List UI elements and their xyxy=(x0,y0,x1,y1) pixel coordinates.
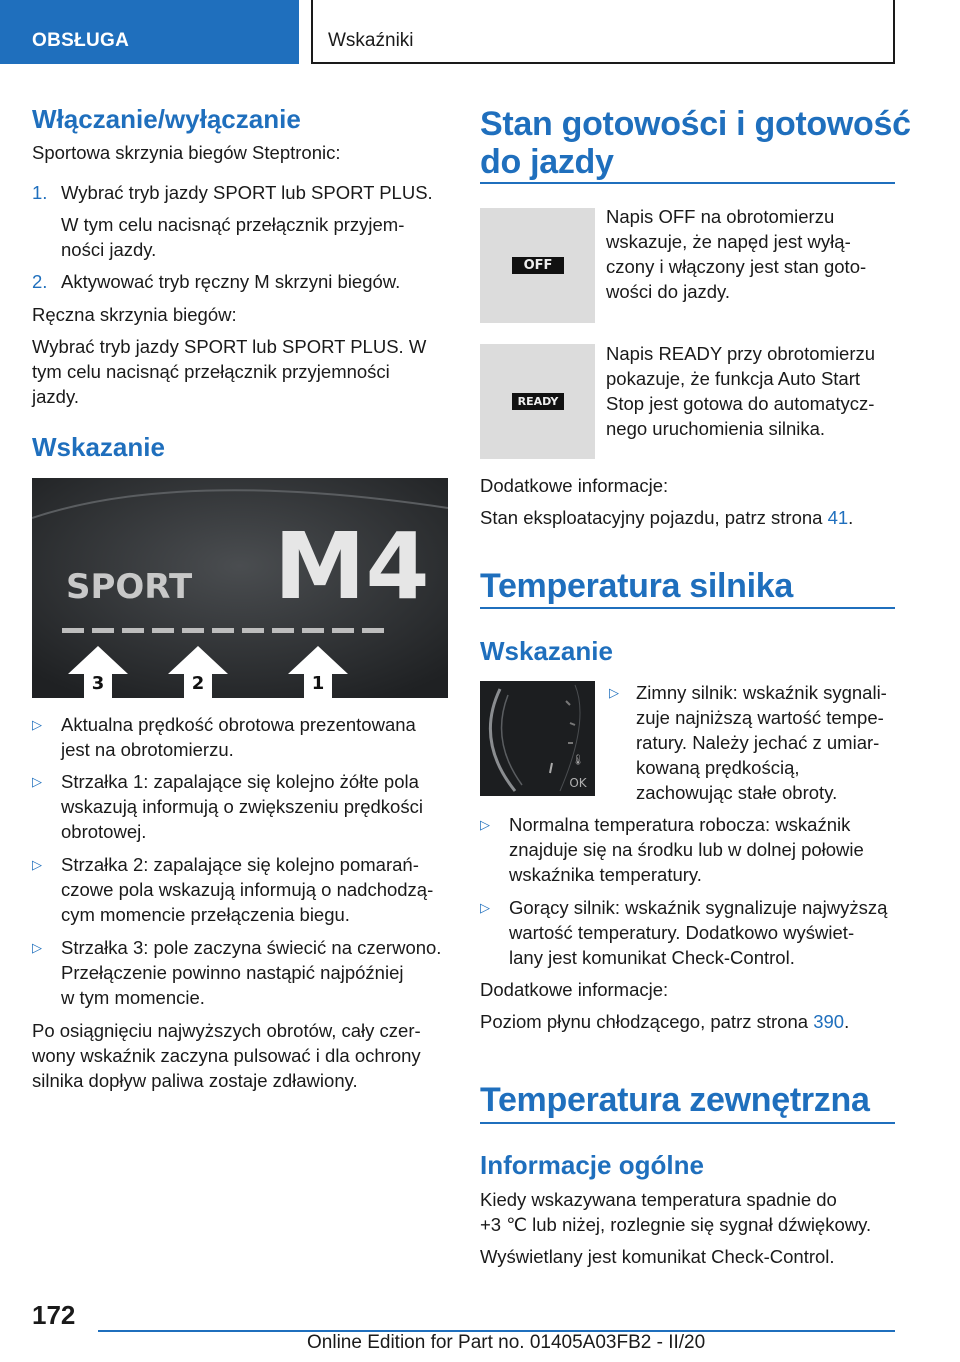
bullet-text: jest na obrotomierzu. xyxy=(61,739,234,760)
normal-temp-text: znajduje się na środku lub w dolnej połowie xyxy=(509,839,864,860)
section-label: OBSŁUGA xyxy=(32,30,130,51)
shift-indicator-image xyxy=(32,478,448,698)
bullet-text: w tym momencie. xyxy=(61,987,205,1008)
bullet-triangle-icon: ▷ xyxy=(32,774,42,789)
instrument-cluster-illustration xyxy=(32,478,448,698)
cold-engine-text: kowaną prędkością, xyxy=(636,757,800,778)
manual-text: jazdy. xyxy=(32,386,79,407)
chapter-tab xyxy=(311,0,895,64)
svg-text:3: 3 xyxy=(91,673,105,694)
heading-rule xyxy=(480,1122,895,1124)
step-number: 2. xyxy=(32,271,48,292)
engine-temp-heading: Temperatura silnika xyxy=(480,567,794,605)
svg-text:1: 1 xyxy=(311,673,325,694)
closing-text: silnika dopływ paliwa zostaje zdławiony. xyxy=(32,1070,358,1091)
coolant-gauge-illustration xyxy=(480,681,595,796)
cross-reference: Stan eksploatacyjny pojazdu, patrz strona 41. xyxy=(480,507,854,528)
ready-text: Napis READY przy obrotomierzu xyxy=(606,343,876,364)
off-thumbnail xyxy=(480,208,595,323)
ready-text: pokazuje, że funkcja Auto Start xyxy=(606,368,861,389)
general-info-subheading: Informacje ogólne xyxy=(480,1150,704,1180)
bullet-text: Strzałka 2: zapalające się kolejno pomarań- xyxy=(61,854,419,875)
bullet-text: Przełączenie powinno nastąpić najpóźniej xyxy=(61,962,404,983)
ready-heading-line1: Stan gotowości i gotowość xyxy=(480,105,911,143)
display-heading: Wskazanie xyxy=(32,432,165,462)
svg-text:2: 2 xyxy=(191,673,205,694)
steptronic-intro: Sportowa skrzynia biegów Steptronic: xyxy=(32,142,341,163)
manual-label: Ręczna skrzynia biegów: xyxy=(32,304,237,325)
ready-text: Stop jest gotowa do automatycz- xyxy=(606,393,875,414)
step-text: Wybrać tryb jazdy SPORT lub SPORT PLUS. xyxy=(61,182,433,203)
section-tab xyxy=(0,0,299,64)
manual-text: tym celu nacisnąć przełącznik przyjemności xyxy=(32,361,390,382)
ready-thumbnail xyxy=(480,344,595,459)
bullet-text: wskazują informują o zwiększeniu prędkości xyxy=(61,796,423,817)
ready-text: nego uruchomienia silnika. xyxy=(606,418,826,439)
page-link[interactable]: 41 xyxy=(827,507,849,528)
more-info-label: Dodatkowe informacje: xyxy=(480,475,669,496)
chapter-label: Wskaźniki xyxy=(328,30,414,51)
heading-rule xyxy=(480,607,895,609)
page-number: 172 xyxy=(32,1300,76,1330)
hot-engine-text: lany jest komunikat Check-Control. xyxy=(509,947,795,968)
bullet-triangle-icon: ▷ xyxy=(32,940,42,955)
bullet-text: Strzałka 1: zapalające się kolejno żółte pola xyxy=(61,771,419,792)
step-text: Aktywować tryb ręczny M skrzyni biegów. xyxy=(61,271,401,292)
heading-rule xyxy=(480,182,895,184)
ok-label: OK xyxy=(569,776,587,790)
off-text: Napis OFF na obrotomierzu xyxy=(606,206,835,227)
shift-bar xyxy=(62,628,384,633)
bullet-triangle-icon: ▷ xyxy=(32,857,42,872)
cold-engine-text: Zimny silnik: wskaźnik sygnali- xyxy=(636,682,887,703)
gear-indicator-text: M4 xyxy=(274,513,430,620)
page-link[interactable]: 390 xyxy=(813,1011,845,1032)
off-text: wskazuje, że napęd jest wyłą- xyxy=(606,231,851,252)
closing-text: wony wskaźnik zaczyna pulsować i dla ochrony xyxy=(32,1045,421,1066)
sport-mode-text: SPORT xyxy=(66,567,193,607)
general-info-text: Wyświetlany jest komunikat Check-Control. xyxy=(480,1246,835,1267)
thermometer-icon: 🌡 xyxy=(571,755,585,766)
cold-engine-text: zachowując stałe obroty. xyxy=(636,782,838,803)
off-tag: OFF xyxy=(512,257,564,274)
bullet-text: cym momencie przełączenia biegu. xyxy=(61,904,350,925)
hot-engine-text: Gorący silnik: wskaźnik sygnalizuje najwyższą xyxy=(509,897,888,918)
cross-reference: Poziom płynu chłodzącego, patrz strona 390. xyxy=(480,1011,850,1032)
step-number: 1. xyxy=(32,182,48,203)
closing-text: Po osiągnięciu najwyższych obrotów, cały czer- xyxy=(32,1020,421,1041)
engine-temp-subheading: Wskazanie xyxy=(480,636,613,666)
general-info-text: +3 ℃ lub niżej, rozlegnie się sygnał dźwiękowy. xyxy=(480,1214,872,1235)
bullet-text: czowe pola wskazują informują o nadchodzą- xyxy=(61,879,434,900)
bullet-triangle-icon: ▷ xyxy=(480,817,490,832)
normal-temp-text: wskaźnika temperatury. xyxy=(509,864,702,885)
bullet-triangle-icon: ▷ xyxy=(609,685,619,700)
bullet-triangle-icon: ▷ xyxy=(480,900,490,915)
hot-engine-text: wartość temperatury. Dodatkowo wyświet- xyxy=(509,922,855,943)
off-text: wości do jazdy. xyxy=(606,281,731,302)
step-detail: ności jazdy. xyxy=(61,239,157,260)
more-info-label: Dodatkowe informacje: xyxy=(480,979,669,1000)
off-text: czony i włączony jest stan goto- xyxy=(606,256,867,277)
bullet-text: Strzałka 3: pole zaczyna świecić na czerwono. xyxy=(61,937,442,958)
bullet-text: obrotowej. xyxy=(61,821,147,842)
switch-heading: Włączanie/wyłączanie xyxy=(32,104,301,134)
general-info-text: Kiedy wskazywana temperatura spadnie do xyxy=(480,1189,837,1210)
step-detail: W tym celu nacisnąć przełącznik przyjem- xyxy=(61,214,405,235)
ready-tag: READY xyxy=(512,393,564,410)
cold-engine-text: ratury. Należy jechać z umiar- xyxy=(636,732,880,753)
manual-text: Wybrać tryb jazdy SPORT lub SPORT PLUS. W xyxy=(32,336,427,357)
outside-temp-heading: Temperatura zewnętrzna xyxy=(480,1081,870,1119)
normal-temp-text: Normalna temperatura robocza: wskaźnik xyxy=(509,814,851,835)
bullet-triangle-icon: ▷ xyxy=(32,717,42,732)
edition-note: Online Edition for Part no. 01405A03FB2 - II/20 xyxy=(307,1332,706,1353)
ready-heading-line2: do jazdy xyxy=(480,143,614,181)
bullet-text: Aktualna prędkość obrotowa prezentowana xyxy=(61,714,416,735)
temperature-gauge-image xyxy=(480,681,595,796)
cold-engine-text: zuje najniższą wartość tempe- xyxy=(636,707,884,728)
